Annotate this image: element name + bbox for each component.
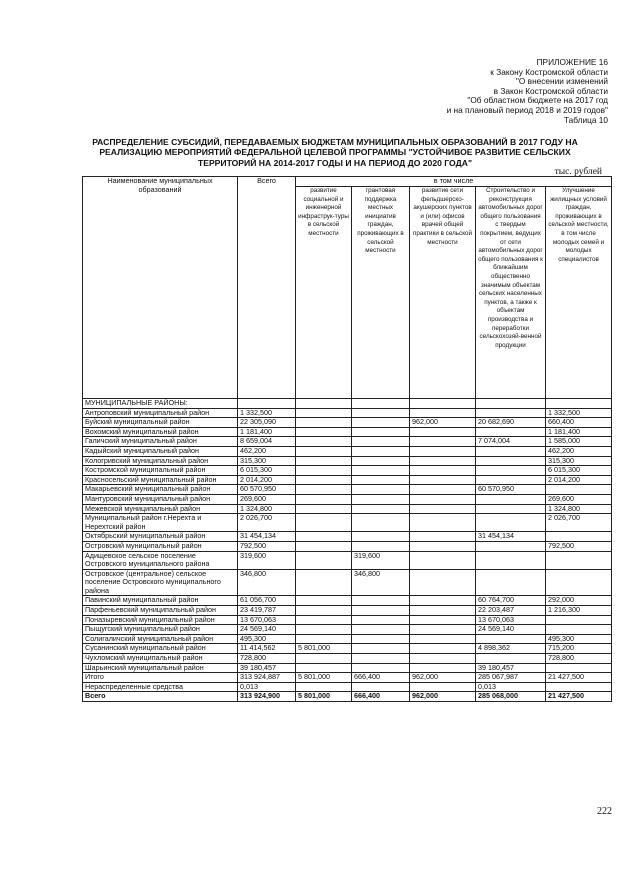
row-name-cell: Вохомский муниципальный район <box>83 427 238 437</box>
row-value-cell: 60 764,700 <box>476 596 546 606</box>
row-name-cell: Парфеньевский муниципальный район <box>83 606 238 616</box>
header-col-1: развитие социальной и инженерной инфраструк-туры в сельской местности <box>296 187 352 399</box>
row-name-cell: Нераспределенные средства <box>83 682 238 692</box>
table-row <box>83 654 612 664</box>
row-value-cell: 660,400 <box>546 418 612 428</box>
row-value-cell <box>296 408 352 418</box>
subsidy-table <box>82 176 612 702</box>
row-value-cell: 8 659,004 <box>238 437 296 447</box>
document-title: РАСПРЕДЕЛЕНИЕ СУБСИДИЙ, ПЕРЕДАВАЕМЫХ БЮДЖЕТАМ МУНИЦИПАЛЬНЫХ ОБРАЗОВАНИЙ В 2017 ГОДУ НА РЕАЛИЗАЦИЮ МЕРОПРИЯТИЙ ФЕДЕРАЛЬНОЙ ЦЕЛЕВОЙ ПРОГРАММЫ "УСТОЙЧИВОЕ РАЗВИТИЕ СЕЛЬСКИХ ТЕРРИТОРИЙ НА 2014-2017 ГОДЫ И НА ПЕРИОД ДО 2020 ГОДА" <box>92 137 578 168</box>
row-name-cell: Чухломский муниципальный район <box>83 654 238 664</box>
row-value-cell <box>410 475 476 485</box>
row-value-cell: 2 014,200 <box>546 475 612 485</box>
appendix-line: "О внесении изменений <box>515 76 608 87</box>
row-value-cell <box>296 494 352 504</box>
row-value-cell <box>352 494 410 504</box>
row-value-cell <box>296 541 352 551</box>
row-value-cell <box>296 485 352 495</box>
row-value-cell <box>296 654 352 664</box>
row-value-cell <box>546 615 612 625</box>
row-value-cell <box>476 569 546 596</box>
row-value-cell: 5 801,000 <box>296 673 352 683</box>
row-value-cell: 962,000 <box>410 673 476 683</box>
row-value-cell: 792,500 <box>546 541 612 551</box>
row-value-cell: 39 180,457 <box>476 663 546 673</box>
row-value-cell <box>410 446 476 456</box>
table-row <box>83 485 612 495</box>
row-value-cell: 5 801,000 <box>296 644 352 654</box>
row-value-cell <box>476 551 546 569</box>
page-number: 222 <box>597 806 612 817</box>
row-name-cell: Островский муниципальный район <box>83 541 238 551</box>
row-value-cell: 1 332,500 <box>238 408 296 418</box>
appendix-line: и на плановый период 2018 и 2019 годов" <box>446 104 608 115</box>
row-value-cell <box>352 485 410 495</box>
header-total: Всего <box>238 177 296 399</box>
row-value-cell <box>352 446 410 456</box>
row-value-cell <box>410 456 476 466</box>
row-value-cell: 21 427,500 <box>546 692 612 702</box>
row-value-cell: 4 898,362 <box>476 644 546 654</box>
row-value-cell <box>410 485 476 495</box>
row-name-cell: Кологривский муниципальный район <box>83 456 238 466</box>
row-value-cell <box>410 551 476 569</box>
row-name-cell: Итого <box>83 673 238 683</box>
row-name-cell: Костромской муниципальный район <box>83 466 238 476</box>
row-value-cell: 1 216,300 <box>546 606 612 616</box>
row-value-cell: 495,300 <box>238 634 296 644</box>
table-row <box>83 418 612 428</box>
row-value-cell <box>410 625 476 635</box>
row-value-cell: 728,800 <box>238 654 296 664</box>
row-value-cell: 319,600 <box>352 551 410 569</box>
row-value-cell: 2 026,700 <box>238 514 296 532</box>
row-value-cell <box>546 532 612 542</box>
row-value-cell: 1 585,000 <box>546 437 612 447</box>
row-value-cell: 6 015,300 <box>546 466 612 476</box>
row-value-cell: 285 067,987 <box>476 673 546 683</box>
row-name-cell: Островское (центральное) сельское поселение Островского муниципального района <box>83 569 238 596</box>
row-value-cell: 2 026,700 <box>546 514 612 532</box>
row-value-cell <box>296 466 352 476</box>
row-value-cell <box>352 514 410 532</box>
row-name-cell: Буйский муниципальный район <box>83 418 238 428</box>
row-name-cell: Галичский муниципальный район <box>83 437 238 447</box>
row-value-cell <box>352 427 410 437</box>
row-value-cell <box>352 625 410 635</box>
row-value-cell: 11 414,562 <box>238 644 296 654</box>
row-value-cell <box>410 606 476 616</box>
row-value-cell <box>410 504 476 514</box>
row-value-cell <box>352 541 410 551</box>
row-value-cell <box>410 644 476 654</box>
row-value-cell: 462,200 <box>238 446 296 456</box>
appendix-line: к Закону Костромской области <box>490 66 608 77</box>
row-value-cell: 285 068,000 <box>476 692 546 702</box>
row-value-cell: 5 801,000 <box>296 692 352 702</box>
row-value-cell: 666,400 <box>352 692 410 702</box>
row-value-cell: 346,800 <box>238 569 296 596</box>
table-row <box>83 532 612 542</box>
row-value-cell: 13 670,063 <box>476 615 546 625</box>
row-value-cell <box>296 418 352 428</box>
appendix-line: в Закон Костромской области <box>493 85 608 96</box>
row-name-cell: Сусанинский муниципальный район <box>83 644 238 654</box>
row-name-cell: Макарьевский муниципальный район <box>83 485 238 495</box>
row-value-cell <box>296 456 352 466</box>
table-row <box>83 663 612 673</box>
appendix-line: "Об областном бюджете на 2017 год <box>467 95 608 106</box>
appendix-line: ПРИЛОЖЕНИЕ 16 <box>536 57 608 67</box>
row-value-cell <box>410 541 476 551</box>
table-row <box>83 625 612 635</box>
header-col-2: грантовая поддержка местных инициатив граждан, проживающих в сельской местности <box>352 187 410 399</box>
vsego-row <box>83 692 612 702</box>
row-value-cell: 315,300 <box>238 456 296 466</box>
header-group: в том числе <box>296 177 612 187</box>
row-value-cell <box>352 504 410 514</box>
row-value-cell: 61 056,700 <box>238 596 296 606</box>
row-value-cell <box>296 532 352 542</box>
row-value-cell <box>476 494 546 504</box>
row-value-cell: 315,300 <box>546 456 612 466</box>
header-col-3: развитие сети фельдшерско-акушерских пунктов и (или) офисов врачей общей практики в сельской местности <box>410 187 476 399</box>
row-value-cell: 0,013 <box>238 682 296 692</box>
row-value-cell: 31 454,134 <box>238 532 296 542</box>
row-value-cell <box>296 437 352 447</box>
row-value-cell: 269,600 <box>238 494 296 504</box>
section-label: МУНИЦИПАЛЬНЫЕ РАЙОНЫ: <box>83 399 238 409</box>
row-name-cell: Поназыревский муниципальный район <box>83 615 238 625</box>
row-value-cell: 13 670,063 <box>238 615 296 625</box>
row-value-cell <box>476 541 546 551</box>
table-row <box>83 551 612 569</box>
row-value-cell <box>296 504 352 514</box>
row-value-cell: 462,200 <box>546 446 612 456</box>
header-col-5: Улучшение жилищных условий граждан, проживающих в сельской местности, в том числе молодых семей и молодых специалистов <box>546 187 612 399</box>
row-value-cell <box>410 596 476 606</box>
row-value-cell <box>410 427 476 437</box>
row-value-cell: 962,000 <box>410 418 476 428</box>
row-value-cell <box>546 569 612 596</box>
row-value-cell <box>410 494 476 504</box>
row-value-cell: 1 332,500 <box>546 408 612 418</box>
row-value-cell: 24 569,140 <box>238 625 296 635</box>
row-value-cell <box>410 654 476 664</box>
row-value-cell <box>296 615 352 625</box>
row-value-cell <box>296 596 352 606</box>
row-value-cell <box>352 466 410 476</box>
row-value-cell: 20 682,690 <box>476 418 546 428</box>
row-value-cell: 23 419,787 <box>238 606 296 616</box>
row-value-cell: 313 924,887 <box>238 673 296 683</box>
row-value-cell <box>476 456 546 466</box>
row-value-cell <box>296 551 352 569</box>
row-value-cell <box>410 615 476 625</box>
row-name-cell: Октябрьский муниципальный район <box>83 532 238 542</box>
row-value-cell <box>352 654 410 664</box>
row-value-cell: 22 305,090 <box>238 418 296 428</box>
row-value-cell <box>410 466 476 476</box>
row-value-cell: 292,000 <box>546 596 612 606</box>
header-name: Наименование муниципальных образований <box>83 177 238 399</box>
table-row <box>83 494 612 504</box>
row-name-cell: Всего <box>83 692 238 702</box>
row-value-cell: 792,500 <box>238 541 296 551</box>
row-value-cell: 0,013 <box>476 682 546 692</box>
row-value-cell <box>476 446 546 456</box>
row-value-cell: 6 015,300 <box>238 466 296 476</box>
row-value-cell: 21 427,500 <box>546 673 612 683</box>
row-value-cell <box>296 606 352 616</box>
row-value-cell <box>352 437 410 447</box>
row-value-cell: 60 570,950 <box>238 485 296 495</box>
row-value-cell <box>476 654 546 664</box>
row-value-cell <box>352 418 410 428</box>
row-value-cell <box>296 446 352 456</box>
row-value-cell: 39 180,457 <box>238 663 296 673</box>
units-label: тыс. рублей <box>554 167 602 177</box>
row-value-cell: 22 203,487 <box>476 606 546 616</box>
row-value-cell <box>410 634 476 644</box>
table-row <box>83 446 612 456</box>
row-value-cell <box>296 569 352 596</box>
row-value-cell: 1 324,800 <box>238 504 296 514</box>
row-name-cell: Павинский муниципальный район <box>83 596 238 606</box>
row-value-cell <box>296 427 352 437</box>
header-col-4: Строительство и реконструкция автомобильных дорог общего пользования с твердым покрытием, ведущих от сети автомобильных дорог общего пользования к ближайшим общественно значимым объектам сельских населенных пунктов, а также к объектам производства и переработки сельскохозяй-венной продукции <box>476 187 546 399</box>
row-value-cell: 1 181,400 <box>238 427 296 437</box>
row-value-cell <box>352 615 410 625</box>
itogo-row <box>83 673 612 683</box>
row-name-cell: Адищевское сельское поселение Островского муниципального района <box>83 551 238 569</box>
row-value-cell <box>476 504 546 514</box>
row-value-cell <box>296 475 352 485</box>
row-name-cell: Кадыйский муниципальный район <box>83 446 238 456</box>
row-value-cell: 31 454,134 <box>476 532 546 542</box>
row-value-cell <box>352 408 410 418</box>
row-value-cell <box>352 596 410 606</box>
row-value-cell <box>352 634 410 644</box>
row-name-cell: Антроповский муниципальный район <box>83 408 238 418</box>
row-value-cell: 7 074,004 <box>476 437 546 447</box>
row-value-cell <box>476 466 546 476</box>
unallocated-row <box>83 682 612 692</box>
row-value-cell <box>476 514 546 532</box>
row-value-cell <box>410 532 476 542</box>
row-value-cell <box>546 485 612 495</box>
row-value-cell: 313 924,900 <box>238 692 296 702</box>
row-name-cell: Муниципальный район г.Нерехта и Нерехтский район <box>83 514 238 532</box>
row-value-cell: 495,300 <box>546 634 612 644</box>
row-value-cell: 728,800 <box>546 654 612 664</box>
row-value-cell <box>410 569 476 596</box>
row-value-cell <box>410 437 476 447</box>
row-value-cell <box>352 606 410 616</box>
table-row <box>83 541 612 551</box>
table-row <box>83 466 612 476</box>
row-value-cell: 2 014,200 <box>238 475 296 485</box>
row-value-cell <box>296 514 352 532</box>
row-value-cell: 1 181,400 <box>546 427 612 437</box>
row-value-cell <box>410 514 476 532</box>
appendix-block <box>368 58 608 125</box>
row-value-cell <box>546 625 612 635</box>
row-value-cell: 60 570,950 <box>476 485 546 495</box>
row-value-cell <box>352 456 410 466</box>
table-row <box>83 569 612 596</box>
row-name-cell: Межевской муниципальный район <box>83 504 238 514</box>
row-value-cell <box>296 625 352 635</box>
row-value-cell <box>352 532 410 542</box>
row-value-cell: 346,800 <box>352 569 410 596</box>
table-row <box>83 514 612 532</box>
row-value-cell: 269,600 <box>546 494 612 504</box>
row-name-cell: Мантуровский муниципальный район <box>83 494 238 504</box>
row-name-cell: Красносельский муниципальный район <box>83 475 238 485</box>
row-name-cell: Пыщугский муниципальный район <box>83 625 238 635</box>
row-value-cell <box>352 475 410 485</box>
row-value-cell: 24 569,140 <box>476 625 546 635</box>
row-name-cell: Солигаличский муниципальный район <box>83 634 238 644</box>
appendix-line: Таблица 10 <box>563 114 608 125</box>
row-value-cell: 1 324,800 <box>546 504 612 514</box>
row-value-cell: 319,600 <box>238 551 296 569</box>
table-row <box>83 606 612 616</box>
row-name-cell: Шарьинский муниципальный район <box>83 663 238 673</box>
row-value-cell: 962,000 <box>410 692 476 702</box>
row-value-cell: 715,200 <box>546 644 612 654</box>
row-value-cell: 666,400 <box>352 673 410 683</box>
row-value-cell <box>546 551 612 569</box>
row-value-cell <box>352 644 410 654</box>
